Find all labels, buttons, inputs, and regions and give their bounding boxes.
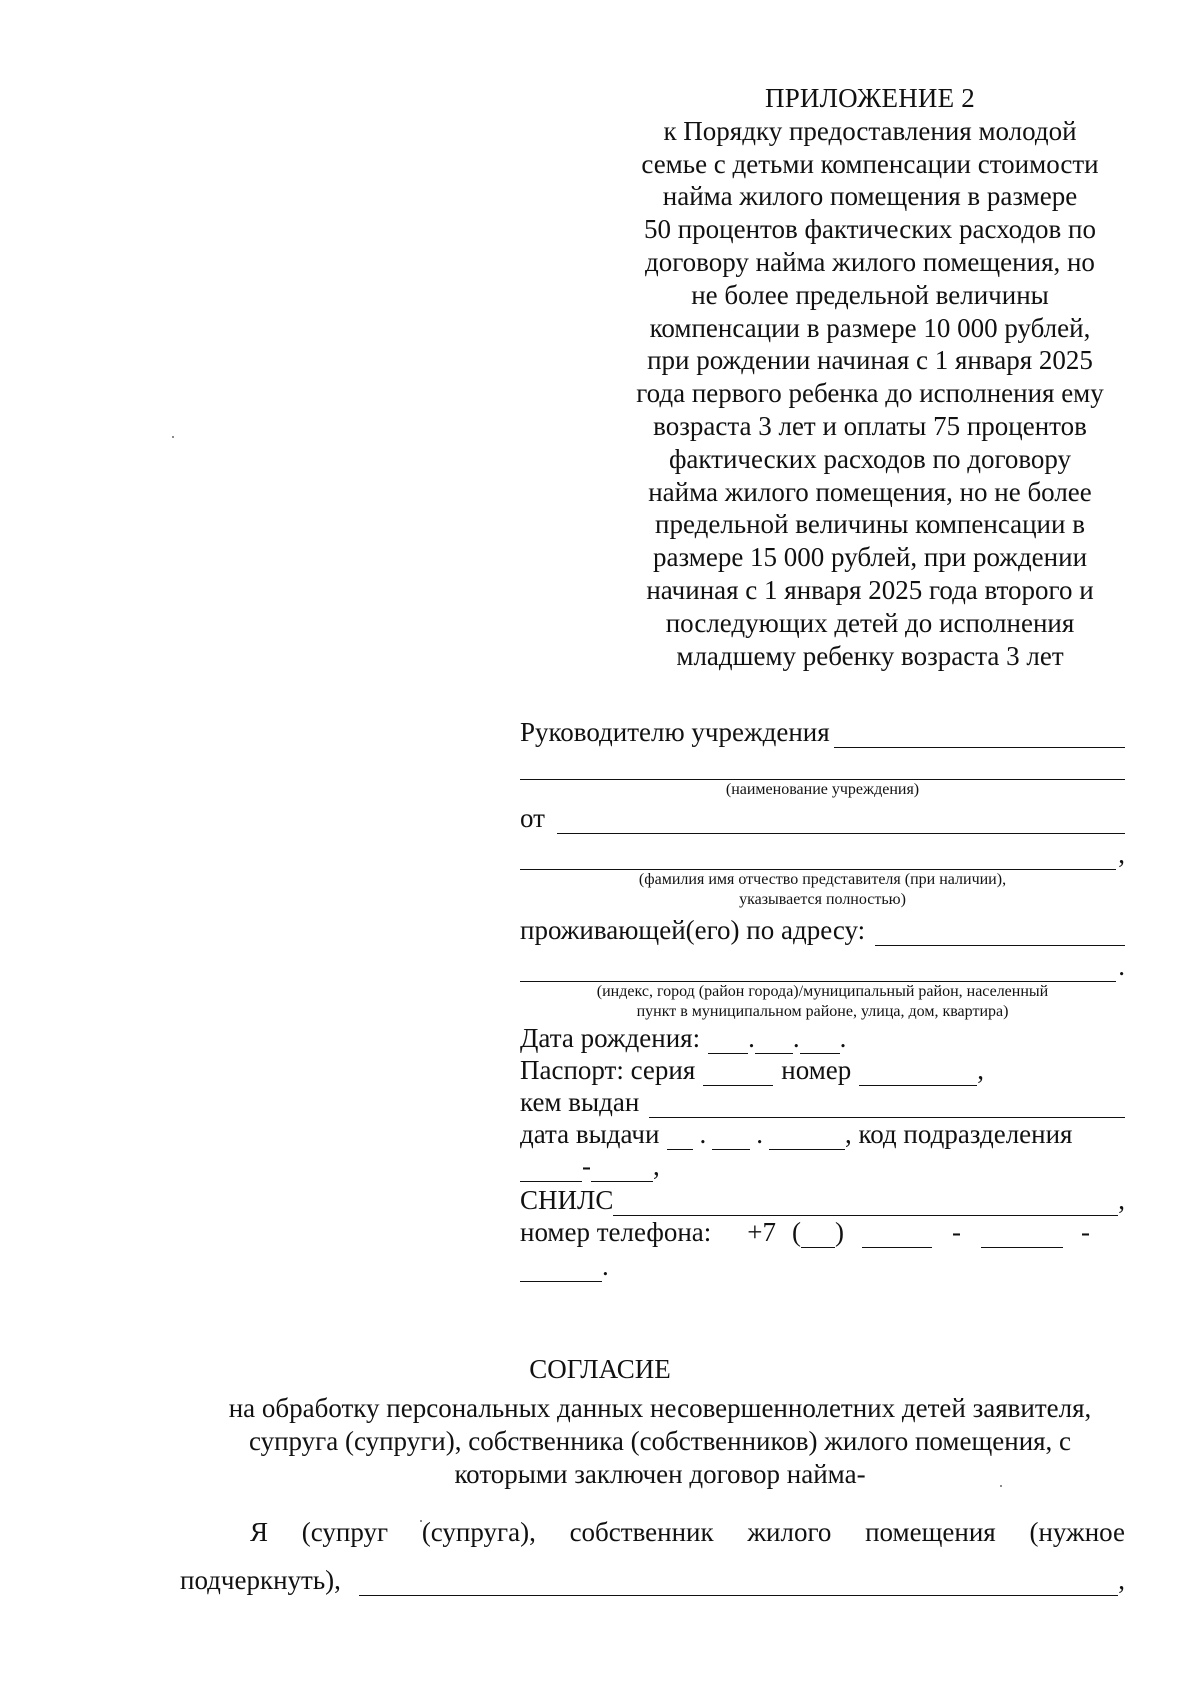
appendix-header: [600, 82, 1140, 672]
issue-year-field[interactable]: [769, 1127, 845, 1150]
address-row-cont: [520, 946, 1125, 982]
comma: ,: [1118, 839, 1125, 869]
passport-number-label: номер: [781, 1055, 852, 1085]
comma: ,: [1118, 1565, 1125, 1595]
consent-body-line: [180, 1517, 1125, 1548]
from-row: [520, 800, 1125, 834]
institution-field[interactable]: [834, 723, 1125, 748]
body-word: (нужное: [1029, 1517, 1125, 1547]
institution-field-cont[interactable]: [520, 755, 1125, 780]
body-word: (супруга),: [421, 1517, 536, 1547]
issued-by-label: кем выдан: [520, 1087, 640, 1117]
appendix-line: года первого ребенка до исполнения ему: [636, 378, 1104, 409]
underline-label: подчеркнуть),: [180, 1565, 341, 1595]
phone-part3-field[interactable]: [520, 1259, 602, 1282]
snils-field[interactable]: [613, 1191, 1118, 1216]
appendix-line: при рождении начиная с 1 января 2025: [647, 345, 1093, 376]
phone-label: номер телефона:: [520, 1217, 712, 1247]
comma: ,: [977, 1055, 985, 1085]
division-code-part1-field[interactable]: [520, 1159, 582, 1182]
issue-date-row: [520, 1118, 1125, 1150]
birth-label: Дата рождения:: [520, 1023, 701, 1053]
phone-code-field[interactable]: [801, 1225, 835, 1248]
name-caption-cont: указывается полностью): [739, 891, 906, 908]
appendix-line: последующих детей до исполнения: [665, 607, 1075, 638]
phone-row-cont: [520, 1248, 1125, 1282]
appendix-line: младшему ребенку возраста 3 лет: [676, 640, 1064, 671]
passport-series-field[interactable]: [703, 1063, 773, 1086]
issue-month-field[interactable]: [712, 1127, 750, 1150]
passport-number-field[interactable]: [859, 1063, 977, 1086]
address-row: [520, 910, 1125, 946]
division-row: [520, 1150, 1125, 1182]
appendix-line: 50 процентов фактических расходов по: [643, 214, 1097, 245]
appendix-line: не более предельной величины: [691, 279, 1049, 310]
address-field-cont[interactable]: [520, 957, 1116, 982]
appendix-line: найма жилого помещения в размере: [662, 181, 1078, 212]
division-label: , код подразделения: [844, 1119, 1073, 1149]
consent-subtitle-line: супруга (супруги), собственника (собственников) жилого помещения, с: [248, 1426, 1072, 1456]
representative-name-field[interactable]: [557, 809, 1125, 834]
consent-subtitle: [195, 1392, 1125, 1491]
consent-title: СОГЛАСИЕ: [529, 1354, 671, 1384]
birth-month-field[interactable]: [755, 1031, 793, 1054]
dash: -: [582, 1151, 591, 1181]
division-code-part2-field[interactable]: [591, 1159, 653, 1182]
appendix-line: начиная с 1 января 2025 года второго и: [646, 574, 1094, 605]
passport-row: [520, 1054, 1125, 1086]
appendix-line: найма жилого помещения, но не более: [648, 476, 1092, 507]
consent-name-field[interactable]: [359, 1569, 1118, 1596]
body-word: жилого: [747, 1517, 832, 1547]
appendix-line: возраста 3 лет и оплаты 75 процентов: [653, 410, 1087, 441]
birth-year-field[interactable]: [800, 1031, 840, 1054]
from-label: от: [520, 803, 545, 833]
address-field[interactable]: [875, 921, 1125, 946]
period: .: [756, 1119, 763, 1149]
institution-row: [520, 748, 1125, 780]
issue-day-field[interactable]: [667, 1127, 693, 1150]
birth-day-field[interactable]: [708, 1031, 748, 1054]
dash: -: [952, 1217, 961, 1247]
passport-series-label: Паспорт: серия: [520, 1055, 696, 1085]
appendix-line: предельной величины компенсации в: [655, 509, 1085, 540]
address-caption-cont: пункт в муниципальном районе, улица, дом, квартира): [636, 1003, 1009, 1020]
body-word: (супруг: [301, 1517, 389, 1547]
snils-row: [520, 1182, 1125, 1216]
comma: ,: [653, 1151, 660, 1181]
birth-row: [520, 1022, 1125, 1054]
issued-by-field[interactable]: [649, 1093, 1125, 1118]
scan-speck: [172, 436, 174, 438]
appendix-line: компенсации в размере 10 000 рублей,: [649, 312, 1091, 343]
addressee-block: [520, 712, 1125, 1282]
scan-speck: [1000, 1485, 1002, 1487]
from-row-cont: [520, 834, 1125, 870]
institution-caption: (наименование учреждения): [725, 781, 920, 798]
body-word: собственник: [569, 1517, 714, 1547]
comma: ,: [1118, 1185, 1125, 1215]
scan-speck: [420, 1520, 422, 1522]
head-label: Руководителю учреждения: [520, 717, 830, 747]
consent-subtitle-line: которыми заключен договор найма-: [454, 1459, 866, 1489]
name-caption: (фамилия имя отчество представителя (при наличии),: [638, 871, 1007, 888]
period: .: [839, 1023, 847, 1053]
period: .: [1118, 951, 1125, 981]
issued-by-row: [520, 1086, 1125, 1118]
head-row: [520, 712, 1125, 748]
consent-body-line-2: [180, 1565, 1125, 1596]
dash: -: [1081, 1217, 1090, 1247]
period: .: [699, 1119, 707, 1149]
phone-part2-field[interactable]: [981, 1225, 1063, 1248]
appendix-title: ПРИЛОЖЕНИЕ 2: [765, 83, 975, 113]
appendix-line: договору найма жилого помещения, но: [645, 246, 1095, 277]
issue-date-label: дата выдачи: [520, 1119, 660, 1149]
body-word: Я: [250, 1517, 269, 1547]
period: .: [792, 1023, 800, 1053]
address-label: проживающей(его) по адресу:: [520, 915, 866, 945]
phone-prefix: +7: [747, 1217, 776, 1247]
representative-name-field-cont[interactable]: [520, 845, 1116, 870]
address-caption: (индекс, город (район города)/муниципальный район, населенный: [596, 983, 1049, 1000]
appendix-line: размере 15 000 рублей, при рождении: [652, 542, 1088, 573]
consent-subtitle-line: на обработку персональных данных несовершеннолетних детей заявителя,: [228, 1393, 1092, 1423]
body-word: помещения: [865, 1517, 996, 1547]
phone-part1-field[interactable]: [862, 1225, 932, 1248]
appendix-line: фактических расходов по договору: [668, 443, 1072, 474]
appendix-line: к Порядку предоставления молодой: [663, 115, 1077, 146]
appendix-line: семье с детьми компенсации стоимости: [641, 148, 1099, 179]
snils-label: СНИЛС: [520, 1185, 614, 1215]
phone-row: номер телефона: +7 ( ) - -: [520, 1217, 1090, 1247]
period: .: [748, 1023, 755, 1053]
period: .: [602, 1251, 609, 1281]
